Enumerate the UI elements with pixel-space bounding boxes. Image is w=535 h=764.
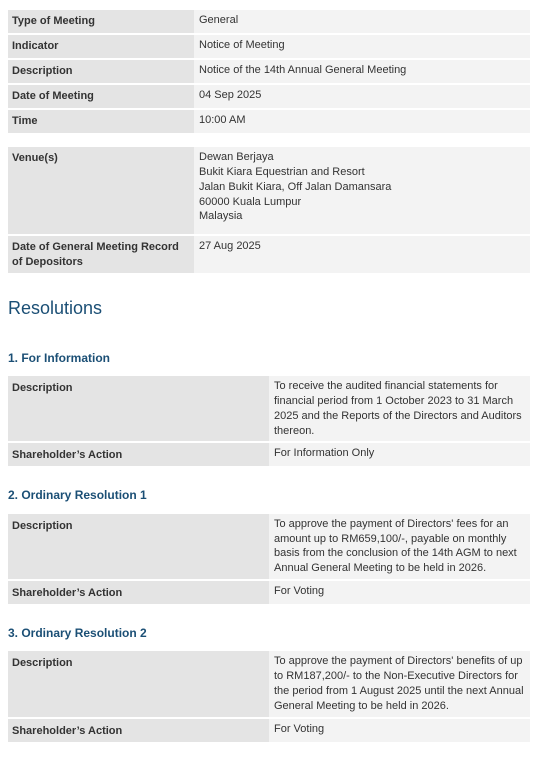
meeting-type-value: General <box>194 10 530 33</box>
resolution-item <box>8 626 530 744</box>
venue-label: Venue(s) <box>8 147 194 234</box>
venue-line: 60000 Kuala Lumpur <box>199 195 302 208</box>
meeting-date-row <box>8 85 530 108</box>
resolution-description-value: To approve the payment of Directors' fees for an amount up to RM659,100/-, payable on monthly basis from the conclusion of the 14th AGM to next Annual General Meeting to be held in 2026. <box>269 514 530 579</box>
indicator-row <box>8 35 530 58</box>
meeting-type-row <box>8 10 530 33</box>
resolution-table <box>8 374 530 468</box>
resolution-item <box>8 488 530 606</box>
record-date-value: 27 Aug 2025 <box>194 236 530 273</box>
resolution-description-row <box>8 514 530 579</box>
resolution-item <box>8 351 530 469</box>
resolution-description-row <box>8 651 530 716</box>
shareholder-action-value: For Voting <box>269 719 530 742</box>
shareholder-action-row <box>8 719 530 742</box>
shareholder-action-label: Shareholder’s Action <box>8 581 269 604</box>
description-value: Notice of the 14th Annual General Meeting <box>194 60 530 83</box>
venue-line: Malaysia <box>199 210 243 223</box>
resolution-description-row <box>8 376 530 441</box>
venue-line: Dewan Berjaya <box>199 151 274 163</box>
venue-line: Bukit Kiara Equestrian and Resort <box>199 165 365 178</box>
shareholder-action-label: Shareholder’s Action <box>8 443 269 466</box>
indicator-value: Notice of Meeting <box>194 35 530 58</box>
resolution-description-value: To receive the audited financial statements for financial period from 1 October 2023 to 31 March 2025 and the Reports of the Directors and Auditors thereon. <box>269 376 530 441</box>
resolution-title: 1. For Information <box>8 350 110 365</box>
shareholder-action-row <box>8 581 530 604</box>
resolution-description-label: Description <box>8 651 269 716</box>
shareholder-action-value: For Voting <box>269 581 530 604</box>
shareholder-action-value: For Information Only <box>269 443 530 466</box>
shareholder-action-label: Shareholder’s Action <box>8 719 269 742</box>
resolutions-heading: Resolutions <box>8 297 103 318</box>
resolution-description-value: To approve the payment of Directors' benefits of up to RM187,200/- to the Non-Executive Directors for the period from 1 August 2025 until the next Annual General Meeting to be held in 2026. <box>269 651 530 716</box>
meeting-time-row <box>8 110 530 133</box>
venue-table <box>8 145 530 275</box>
resolution-description-label: Description <box>8 514 269 579</box>
meeting-time-label: Time <box>8 110 194 133</box>
description-label: Description <box>8 60 194 83</box>
resolution-table <box>8 512 530 606</box>
resolution-title: 3. Ordinary Resolution 2 <box>8 625 147 640</box>
meeting-time-value: 10:00 AM <box>194 110 530 133</box>
meeting-date-value: 04 Sep 2025 <box>194 85 530 108</box>
venue-line: Jalan Bukit Kiara, Off Jalan Damansara <box>199 180 392 193</box>
resolution-table <box>8 649 530 743</box>
record-date-row <box>8 236 530 273</box>
meeting-type-label: Type of Meeting <box>8 10 194 33</box>
resolution-title: 2. Ordinary Resolution 1 <box>8 488 147 503</box>
record-date-label: Date of General Meeting Record of Depositors <box>8 236 194 273</box>
meeting-announcement <box>8 8 530 764</box>
meeting-date-label: Date of Meeting <box>8 85 194 108</box>
venue-row <box>8 147 530 234</box>
shareholder-action-row <box>8 443 530 466</box>
indicator-label: Indicator <box>8 35 194 58</box>
venue-value <box>194 147 530 234</box>
meeting-details-table <box>8 8 530 135</box>
description-row <box>8 60 530 83</box>
resolution-description-label: Description <box>8 376 269 441</box>
